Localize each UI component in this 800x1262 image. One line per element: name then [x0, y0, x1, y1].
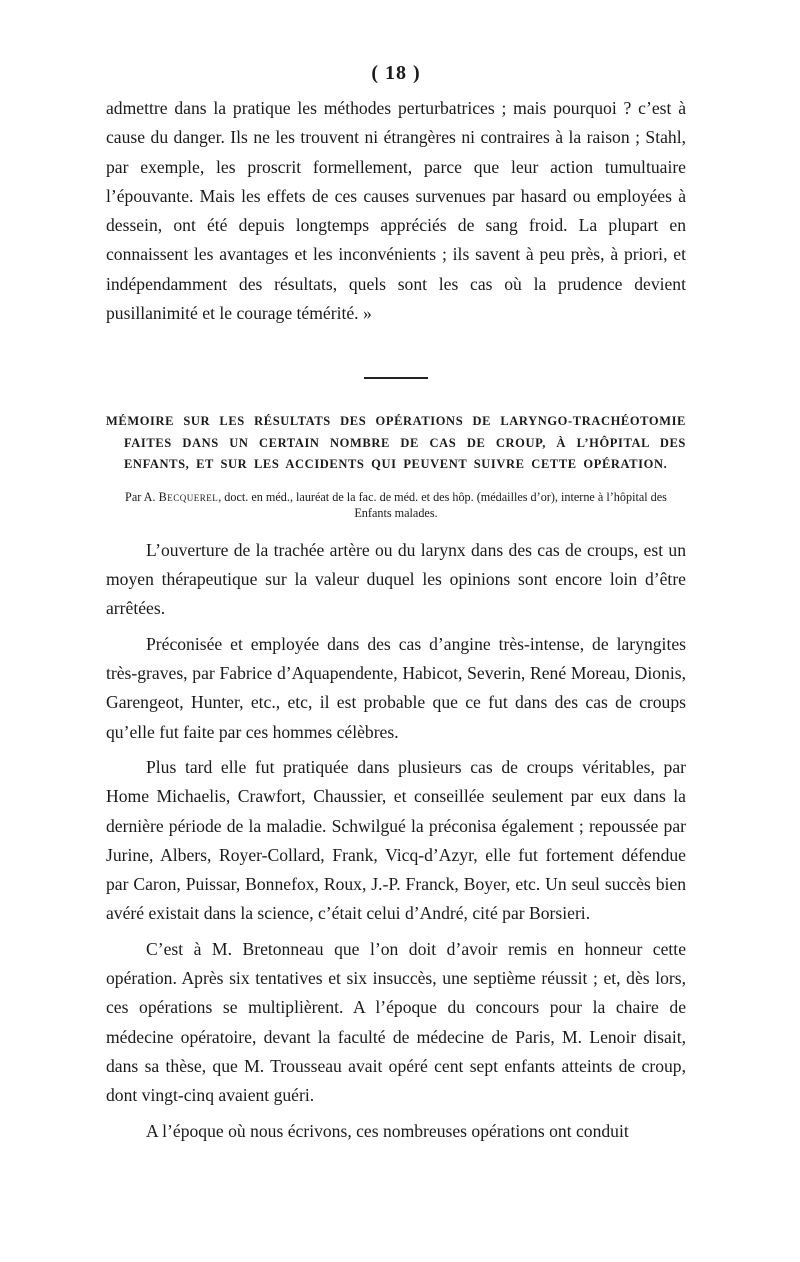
body-paragraph-2: Préconisée et employée dans des cas d’angine très-intense, de laryngites très-graves, par Fabrice d’Aquapendente, Habicot, Severin, René Moreau, Dionis, Garengeot, Hunter, etc., etc, il est probable que ce fut dans des cas de croups qu’elle fut faite par ces hommes célèbres. — [106, 633, 686, 742]
quote-section — [106, 94, 686, 328]
body-paragraph-1: L’ouverture de la trachée artère ou du larynx dans des cas de croups, est un moyen thérapeutique sur la valeur duquel les opinions sont encore loin d’être arrêtées. — [106, 539, 686, 619]
author-name: Becquerel — [158, 489, 219, 504]
body-paragraph-5: A l’époque où nous écrivons, ces nombreuses opérations ont conduit — [146, 1120, 629, 1141]
author-prefix: Par A. — [125, 489, 159, 504]
quote-paragraph: admettre dans la pratique les méthodes perturbatrices ; mais pourquoi ? c’est à cause du danger. Ils ne les trouvent ni étrangères ni contraires à la raison ; Stahl, par exemple, les proscrit formellement, parce que leur action tumultuaire l’épouvante. Mais les effets de ces causes survenues par hasard ou employées à dessein, ont été depuis longtemps appréciés de sang froid. La plupart en connaissent les avantages et les inconvénients ; ils savent à peu près, à priori, et indépendamment des résultats, quels sont les cas où la prudence devient pusillanimité et le courage témérité. » — [106, 98, 686, 324]
page-number: ( 18 ) — [371, 62, 421, 84]
body-text — [106, 536, 686, 1146]
body-paragraph-4: C’est à M. Bretonneau que l’on doit d’avoir remis en honneur cette opération. Après six tentatives et six insuccès, une septième réussit ; et, dès lors, ces opérations se multiplièrent. A l’époque du concours pour la chaire de médecine opératoire, devant la faculté de médecine de Paris, M. Lenoir disait, dans sa thèse, que M. Trousseau avait opéré cent sept enfants atteints de croup, dont vingt-cinq avaient guéri. — [106, 938, 686, 1106]
body-paragraph-3: Plus tard elle fut pratiquée dans plusieurs cas de croups véritables, par Home Michaelis, Crawfort, Chaussier, et conseillée seulement par eux dans la dernière période de la maladie. Schwilgué la préconisa également ; repoussée par Jurine, Albers, Royer-Collard, Frank, Vicq-d’Azyr, elle fut fortement défendue par Caron, Puissar, Bonnefox, Roux, J.-P. Franck, Boyer, etc. Un seul succès bien avéré existait dans la science, c’était celui d’André, cité par Borsieri. — [106, 756, 686, 924]
section-divider — [364, 377, 428, 379]
author-line — [106, 489, 686, 522]
page — [106, 60, 686, 1152]
memoire-title: MÉMOIRE SUR LES RÉSULTATS DES OPÉRATIONS DE LARYNGO-TRACHÉOTOMIE FAITES DANS UN CERTAIN NOMBRE DE CAS DE CROUP, À L’HÔPITAL DES ENFANTS, ET SUR LES ACCIDENTS QUI PEUVENT SUIVRE CETTE OPÉRATION. — [106, 414, 686, 472]
author-details: , doct. en méd., lauréat de la fac. de méd. et des hôp. (médailles d’or), interne à l’hôpital des Enfants malades. — [218, 489, 667, 521]
